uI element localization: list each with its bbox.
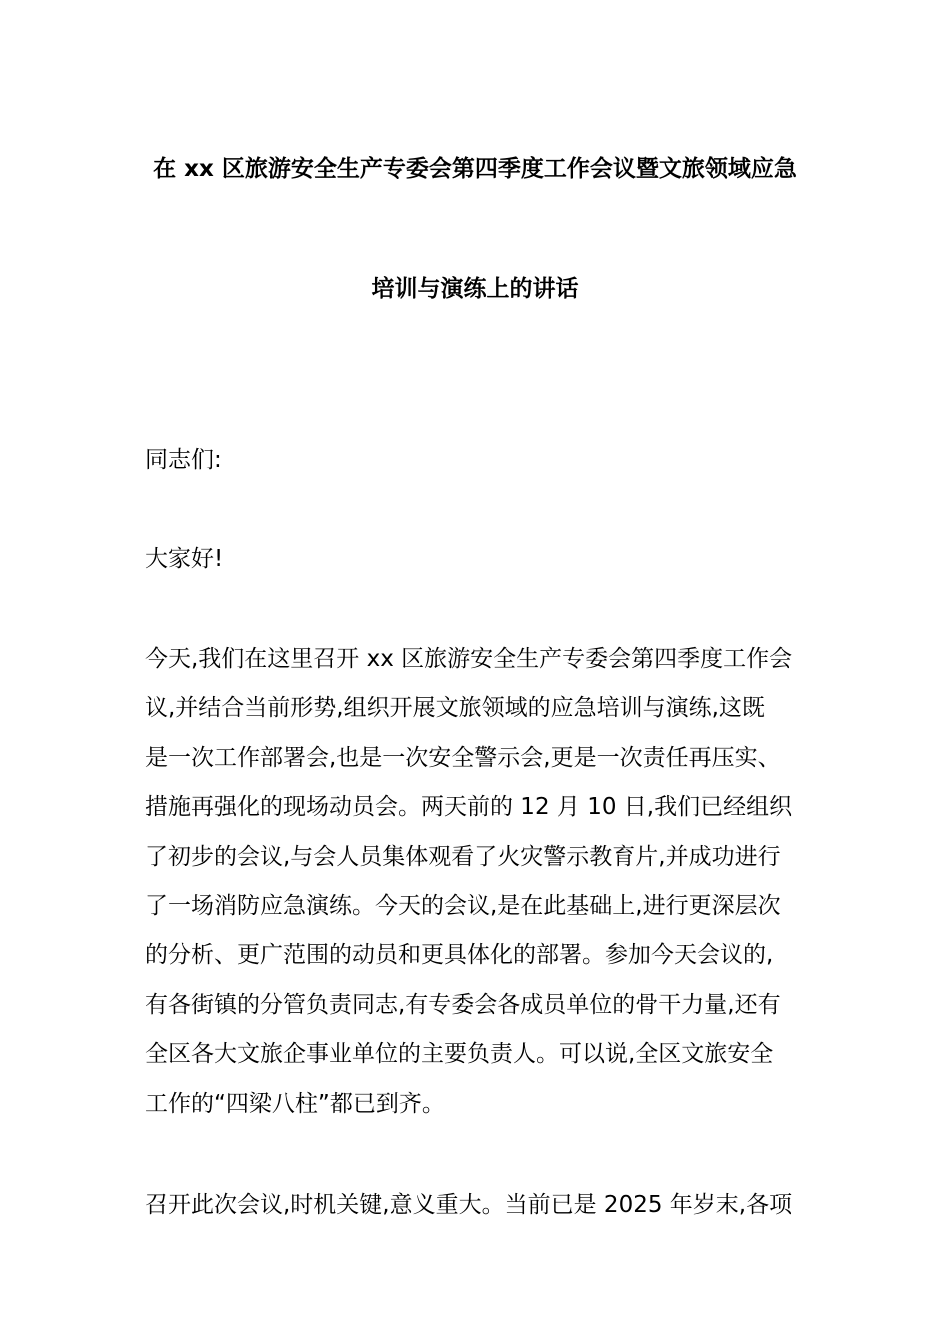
- paragraph-1-line: 了初步的会议,与会人员集体观看了火灾警示教育片,并成功进行: [145, 843, 781, 870]
- paragraph-2-line: 召开此次会议,时机关键,意义重大。当前已是 2025 年岁末,各项: [145, 1192, 793, 1218]
- paragraph-1: [145, 635, 807, 1129]
- paragraph-1-line: 今天,我们在这里召开 xx 区旅游安全生产专委会第四季度工作会: [145, 646, 793, 672]
- document-title-line-1: 在 xx 区旅游安全生产专委会第四季度工作会议暨文旅领域应急: [153, 156, 797, 182]
- salutation: 同志们:: [145, 447, 222, 473]
- greeting: 大家好!: [145, 546, 224, 572]
- paragraph-1-line: 措施再强化的现场动员会。两天前的 12 月 10 日,我们已经组织: [145, 794, 793, 821]
- paragraph-1-line: 有各街镇的分管负责同志,有专委会各成员单位的骨干力量,还有: [145, 991, 781, 1018]
- paragraph-1-line: 议,并结合当前形势,组织开展文旅领域的应急培训与演练,这既: [145, 695, 765, 722]
- paragraph-2: [145, 1181, 807, 1230]
- document-title-line-2: 培训与演练上的讲话: [371, 276, 579, 302]
- paragraph-1-line: 的分析、更广范围的动员和更具体化的部署。参加今天会议的,: [145, 942, 774, 969]
- paragraph-1-line: 了一场消防应急演练。今天的会议,是在此基础上,进行更深层次: [145, 892, 781, 919]
- paragraph-1-line: 是一次工作部署会,也是一次安全警示会,更是一次责任再压实、: [145, 744, 781, 771]
- paragraph-1-line: 工作的“四梁八柱”都已到齐。: [145, 1090, 445, 1117]
- paragraph-1-line: 全区各大文旅企事业单位的主要负责人。可以说,全区文旅安全: [145, 1041, 774, 1068]
